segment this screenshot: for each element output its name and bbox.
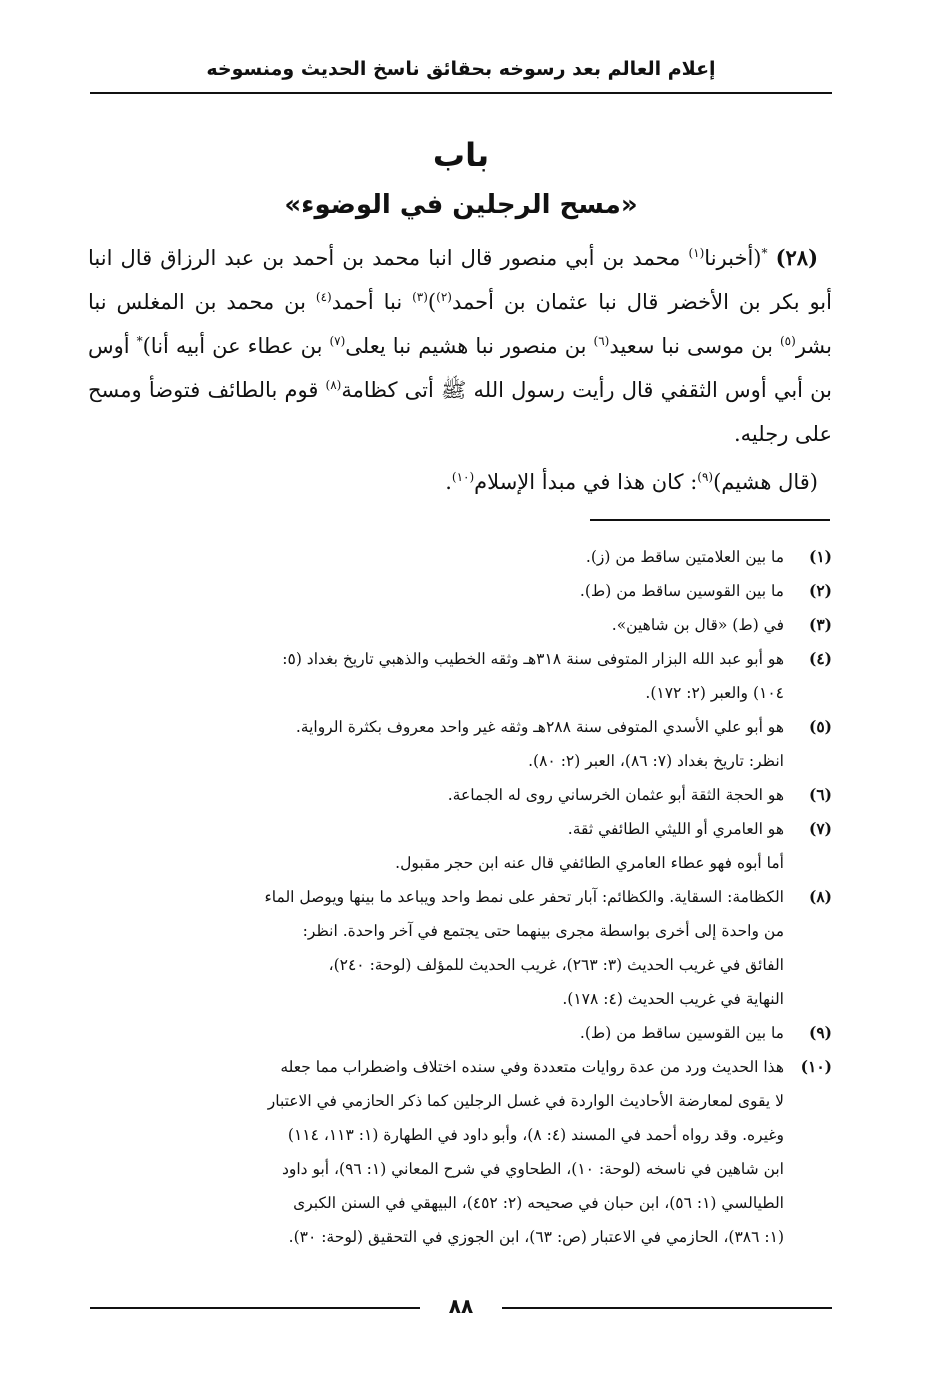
footnote-number: (٩) bbox=[808, 1023, 832, 1042]
footnote-item bbox=[88, 540, 832, 574]
footnote-ref-3: (٣) bbox=[412, 290, 428, 304]
footnote-item bbox=[88, 778, 832, 812]
comment-paragraph bbox=[88, 460, 832, 504]
footnote-line: ١٠٤) والعبر (٢: ١٧٢). bbox=[645, 684, 784, 702]
footnote-item bbox=[88, 1016, 832, 1050]
footnote-ref-9: (٩) bbox=[697, 470, 714, 484]
comment-text-3: . bbox=[445, 470, 452, 494]
footnote-text bbox=[88, 574, 784, 608]
hadith-marker: * bbox=[761, 246, 768, 260]
footnote-ref-1: (١) bbox=[688, 246, 705, 260]
hadith-text-4: نبا أحمد bbox=[331, 290, 413, 314]
chapter-subtitle: «مسح الرجلين في الوضوء» bbox=[284, 190, 638, 220]
footnote-text bbox=[88, 778, 784, 812]
hadith-marker-2: * bbox=[136, 334, 143, 348]
footnote-item bbox=[88, 880, 832, 1016]
footnote-ref-6: (٦) bbox=[593, 334, 610, 348]
hadith-text-8: بن عطاء عن أبيه أنا) bbox=[142, 334, 330, 358]
hadith-paragraph bbox=[88, 236, 832, 456]
footnote-text bbox=[88, 880, 784, 1016]
footnote-text bbox=[88, 812, 784, 880]
footnote-line: انظر: تاريخ بغداد (٧: ٨٦)، العبر (٢: ٨٠). bbox=[528, 752, 784, 770]
footnote-line: هذا الحديث ورد من عدة روايات متعددة وفي سنده اختلاف واضطراب مما جعله bbox=[280, 1058, 784, 1076]
footnote-line: من واحدة إلى أخرى بواسطة مجرى بينهما حتى يجتمع في آخر واحدة. انظر: bbox=[302, 922, 784, 940]
footnote-line: هو أبو عبد الله البزار المتوفى سنة ٣١٨هـ وثقه الخطيب والذهبي تاريخ بغداد (٥: bbox=[282, 650, 784, 668]
comment-text-1: (قال هشيم) bbox=[713, 470, 818, 494]
footnote-text bbox=[88, 642, 784, 710]
footnote-text bbox=[88, 1050, 784, 1254]
footnote-text bbox=[88, 540, 784, 574]
footnote-line: (١: ٣٨٦)، الحازمي في الاعتبار (ص: ٦٣)، ابن الجوزي في التحقيق (لوحة: ٣٠). bbox=[288, 1228, 784, 1246]
footnote-line: ما بين القوسين ساقط من (ط). bbox=[579, 1024, 784, 1042]
chapter-title: باب bbox=[432, 136, 490, 174]
footnotes-list bbox=[88, 540, 832, 1254]
hadith-text-3: ) bbox=[427, 290, 437, 314]
footnote-number: (٨) bbox=[808, 887, 832, 906]
footnote-item bbox=[88, 608, 832, 642]
footnote-number: (١) bbox=[808, 547, 832, 566]
footnote-item bbox=[88, 642, 832, 710]
footnote-ref-8: (٨) bbox=[325, 378, 342, 392]
footnote-number: (٦) bbox=[808, 785, 832, 804]
footnote-text bbox=[88, 1016, 784, 1050]
page-number: ٨٨ bbox=[448, 1294, 474, 1318]
footnote-line: أما أبوه فهو عطاء العامري الطائفي قال عنه ابن حجر مقبول. bbox=[395, 854, 784, 872]
footnote-number: (٤) bbox=[808, 649, 832, 668]
footnote-line: ما بين القوسين ساقط من (ط). bbox=[579, 582, 784, 600]
footnote-number: (٢) bbox=[808, 581, 832, 600]
page-footer bbox=[90, 1294, 832, 1318]
footnote-number: (١٠) bbox=[800, 1057, 832, 1076]
hadith-number: (٢٨) bbox=[775, 245, 818, 270]
footnote-separator bbox=[590, 519, 830, 521]
footnote-text bbox=[88, 608, 784, 642]
footnote-line: الكظامة: السقاية. والكظائم: آبار تحفر على نمط واحد ويباعد ما بينها ويوصل الماء bbox=[264, 888, 784, 906]
hadith-text-10: قوم بالطائف فتوضأ ومسح على رجليه. bbox=[88, 378, 832, 446]
hadith-text-1: (أخبرنا bbox=[704, 246, 762, 270]
footnote-number: (٧) bbox=[808, 819, 832, 838]
footnote-item bbox=[88, 812, 832, 880]
footnote-line: في (ط) «قال بن شاهين». bbox=[611, 616, 784, 634]
footnote-line: الفائق في غريب الحديث (٣: ٢٦٣)، غريب الحديث للمؤلف (لوحة: ٢٤٠)، bbox=[328, 956, 784, 974]
footnote-line: هو الحجة الثقة أبو عثمان الخرساني روى له الجماعة. bbox=[447, 786, 784, 804]
footnote-ref-4: (٤) bbox=[315, 290, 332, 304]
footnote-line: ما بين العلامتين ساقط من (ز). bbox=[585, 548, 784, 566]
hadith-text-5: بن محمد بن المغلس نبا بشر bbox=[88, 290, 832, 358]
footnote-item bbox=[88, 574, 832, 608]
footnote-item bbox=[88, 710, 832, 778]
footnote-ref-2: (٢) bbox=[436, 290, 452, 304]
footnote-line: النهاية في غريب الحديث (٤: ١٧٨). bbox=[562, 990, 784, 1008]
footnote-line: وغيره. وقد رواه أحمد في المسند (٤: ٨)، وأبو داود في الطهارة (١: ١١٣، ١١٤) bbox=[287, 1126, 784, 1144]
footnote-text bbox=[88, 710, 784, 778]
footnote-line: لا يقوى لمعارضة الأحاديث الواردة في غسل الرجلين كما ذكر الحازمي في الاعتبار bbox=[267, 1092, 784, 1110]
footnote-item bbox=[88, 1050, 832, 1254]
comment-text-2: : كان هذا في مبدأ الإسلام bbox=[474, 470, 698, 494]
hadith-text-6: بن موسى نبا سعيد bbox=[609, 334, 780, 358]
footnote-line: الطيالسي (١: ٥٦)، ابن حبان في صحيحه (٢: ٤٥٢)، البيهقي في السنن الكبرى bbox=[293, 1194, 784, 1212]
hadith-text-7: بن منصور نبا هشيم نبا يعلى bbox=[345, 334, 594, 358]
footnote-line: هو العامري أو الليثي الطائفي ثقة. bbox=[567, 820, 784, 838]
footnote-number: (٥) bbox=[808, 717, 832, 736]
footnote-ref-5: (٥) bbox=[779, 334, 796, 348]
hadith-text-9: أوس بن أبي أوس الثقفي قال رأيت رسول الله ﷺ أتى كظامة bbox=[88, 334, 832, 402]
main-text bbox=[88, 236, 832, 504]
footnote-ref-10: (١٠) bbox=[451, 470, 475, 484]
hadith-text-2: محمد بن أبي منصور قال انبا محمد بن أحمد بن عبد الرزاق قال انبا أبو بكر بن الأخضر قال نبا عثمان بن أحمد bbox=[88, 246, 832, 314]
running-title: إعلام العالم بعد رسوخه بحقائق ناسخ الحديث ومنسوخه bbox=[206, 58, 716, 80]
footnote-line: ابن شاهين في ناسخه (لوحة: ١٠)، الطحاوي في شرح المعاني (١: ٩٦)، أبو داود bbox=[281, 1160, 784, 1178]
footnote-ref-7: (٧) bbox=[329, 334, 346, 348]
header-rule bbox=[90, 92, 832, 94]
footnote-line: هو أبو علي الأسدي المتوفى سنة ٢٨٨هـ وثقه غير واحد معروف بكثرة الرواية. bbox=[295, 718, 784, 736]
footnote-number: (٣) bbox=[808, 615, 832, 634]
